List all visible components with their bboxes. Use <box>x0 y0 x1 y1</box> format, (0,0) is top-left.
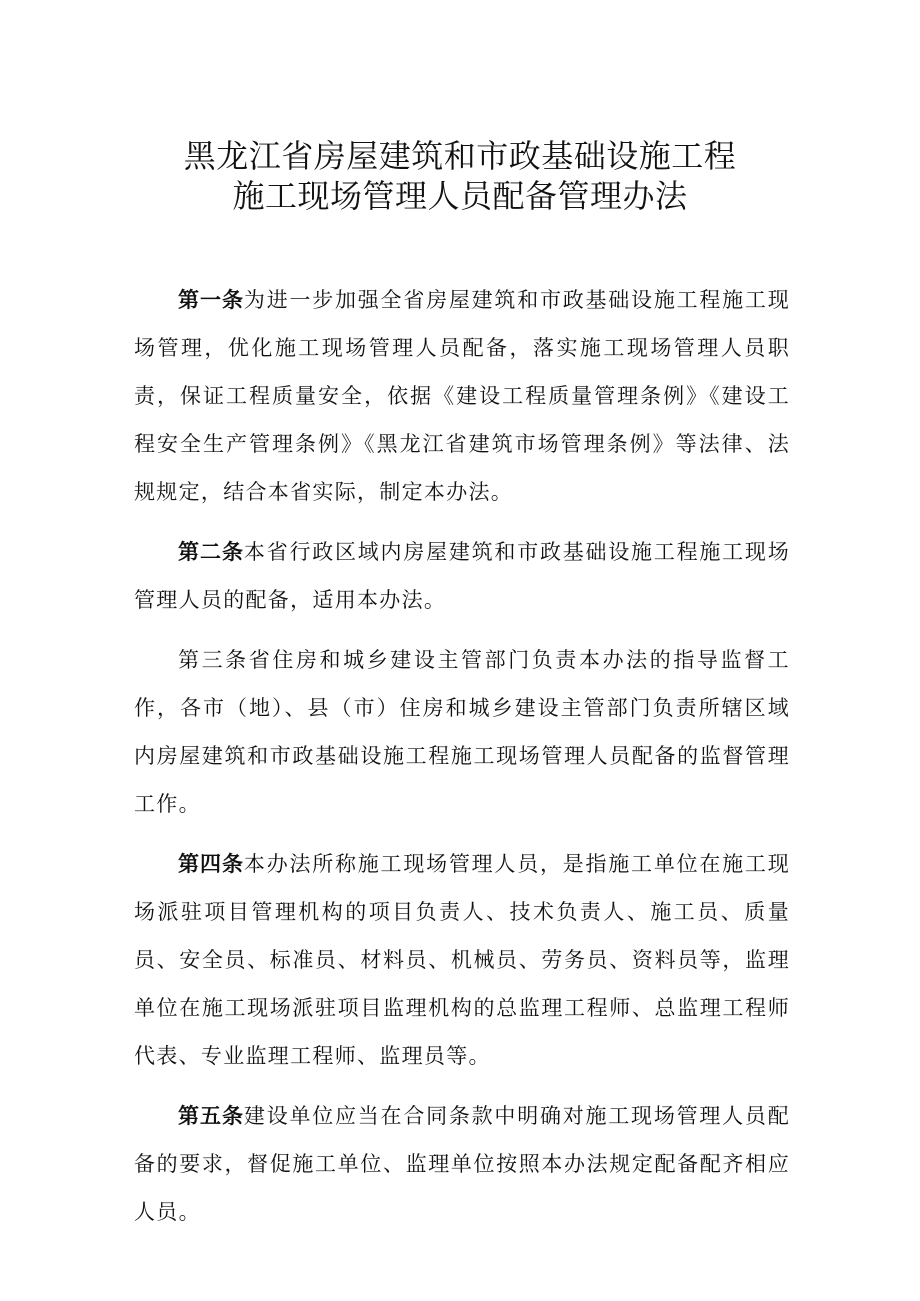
article-2-label: 第二条 <box>178 540 244 564</box>
document-title-line-1: 黑龙江省房屋建筑和市政基础设施工程 <box>183 137 737 175</box>
article-3-text: 第三条省住房和城乡建设主管部门负责本办法的指导监督工作，各市（地）、县（市）住房和城乡建设主管部门负责所辖区域内房屋建筑和市政基础设施工程施工现场管理人员配备的监督管理工作。 <box>134 648 790 816</box>
article-1-text: 为进一步加强全省房屋建筑和市政基础设施工程施工现场管理，优化施工现场管理人员配备，落实施工现场管理人员职责，保证工程质量安全，依据《建设工程质量管理条例》《建设工程安全生产管理条例》《黑龙江省建筑市场管理条例》等法律、法规规定，结合本省实际，制定本办法。 <box>134 288 790 504</box>
article-5-label: 第五条 <box>178 1104 244 1128</box>
article-2 <box>134 528 790 624</box>
article-3 <box>134 636 790 828</box>
article-5 <box>134 1092 790 1236</box>
article-1 <box>134 276 790 516</box>
document-title-line-2: 施工现场管理人员配备管理办法 <box>232 177 688 215</box>
article-2-text: 本省行政区域内房屋建筑和市政基础设施工程施工现场管理人员的配备，适用本办法。 <box>134 540 790 612</box>
document-body <box>134 276 790 1248</box>
article-1-label: 第一条 <box>178 288 244 312</box>
article-4-text: 本办法所称施工现场管理人员，是指施工单位在施工现场派驻项目管理机构的项目负责人、技术负责人、施工员、质量员、安全员、标准员、材料员、机械员、劳务员、资料员等，监理单位在施工现场派驻项目监理机构的总监理工程师、总监理工程师代表、专业监理工程师、监理员等。 <box>134 852 790 1068</box>
article-4 <box>134 840 790 1080</box>
article-5-text: 建设单位应当在合同条款中明确对施工现场管理人员配备的要求，督促施工单位、监理单位按照本办法规定配备配齐相应人员。 <box>134 1104 790 1224</box>
article-4-label: 第四条 <box>178 852 244 876</box>
